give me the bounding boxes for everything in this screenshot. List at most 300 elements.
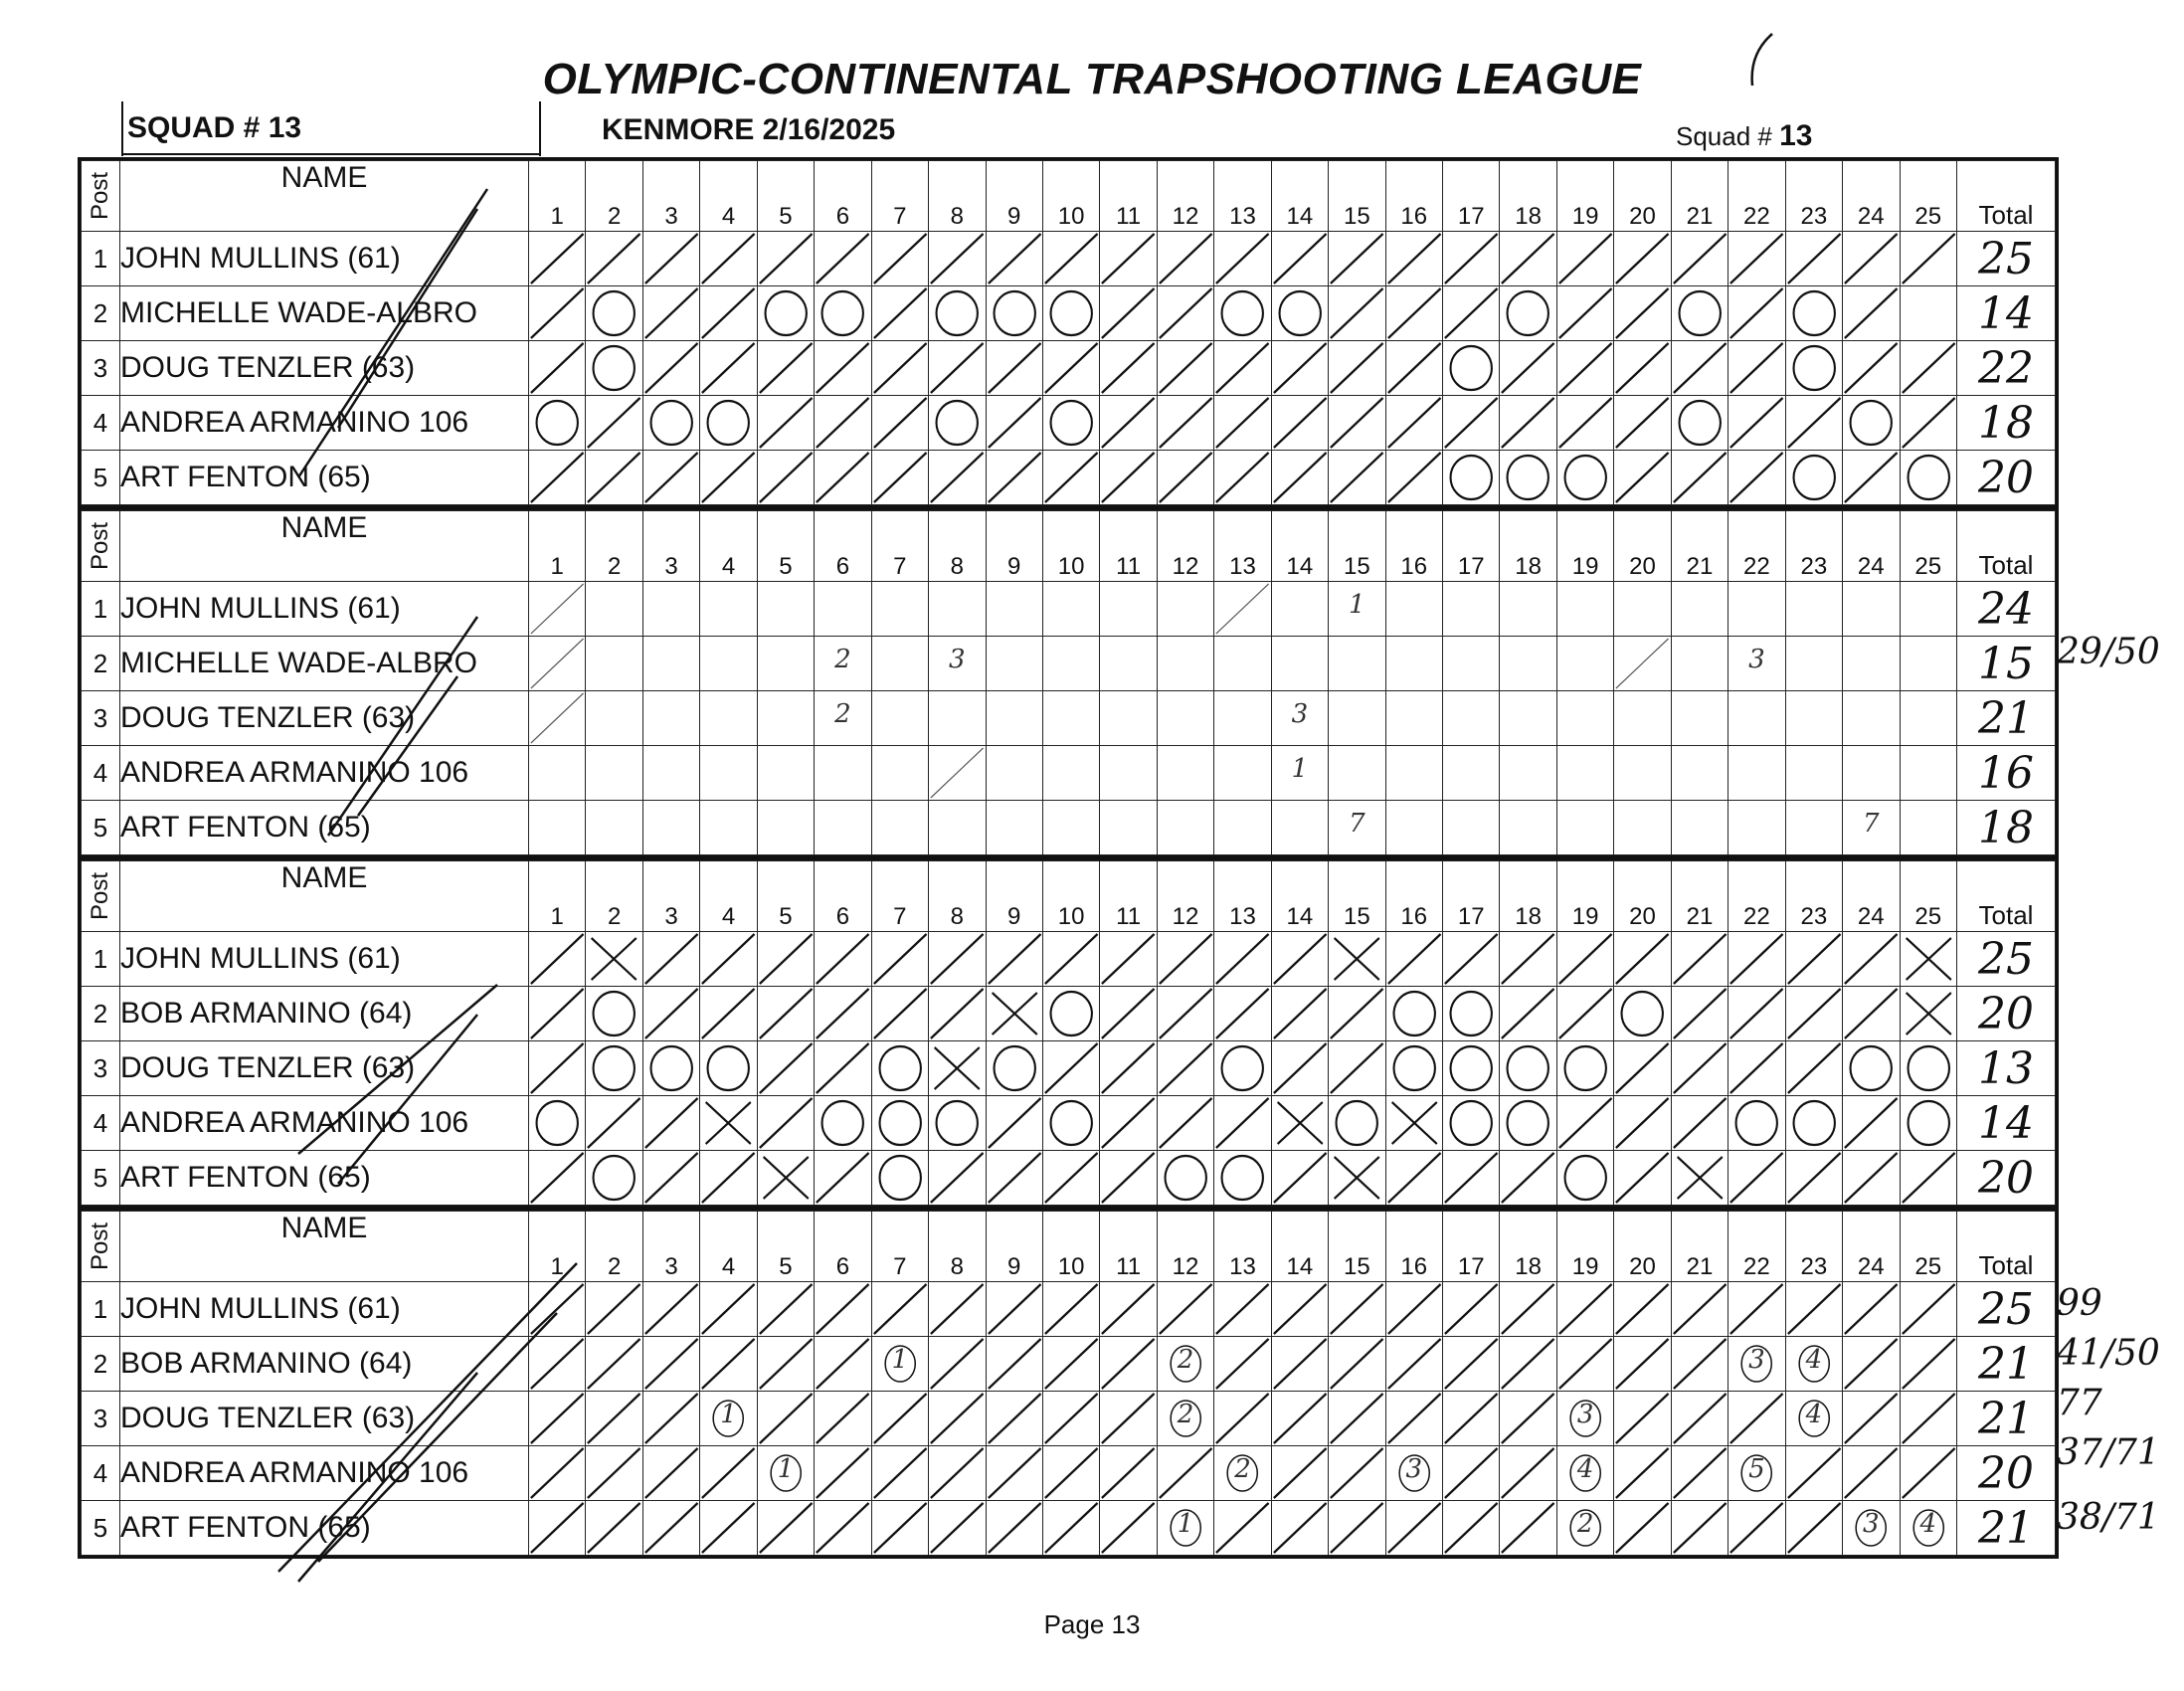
hit-mark xyxy=(1157,1282,1213,1337)
miss-mark xyxy=(1042,286,1099,341)
miss-mark xyxy=(1671,286,1728,341)
post-number: 5 xyxy=(82,1501,120,1556)
hit-mark xyxy=(1614,1151,1671,1206)
squad-label: SQUAD # 13 xyxy=(127,111,302,144)
column-number: 15 xyxy=(1329,511,1385,582)
empty-cell xyxy=(815,801,871,855)
shooter-row xyxy=(82,746,2056,801)
miss-count-note: 2 xyxy=(1576,1509,1594,1539)
miss-count-note: 4 xyxy=(1919,1509,1937,1539)
hit-mark xyxy=(1214,582,1271,637)
hit-mark xyxy=(815,932,871,987)
hit-mark xyxy=(1329,232,1385,286)
hit-mark xyxy=(757,396,814,451)
post-number: 5 xyxy=(82,451,120,505)
empty-cell xyxy=(1100,801,1157,855)
shooter-total: 20 xyxy=(1957,1446,2056,1501)
miss-mark xyxy=(1556,1151,1613,1206)
column-number: 1 xyxy=(529,161,586,232)
empty-cell xyxy=(1157,801,1213,855)
column-number: 9 xyxy=(986,1212,1042,1282)
empty-cell xyxy=(1729,691,1785,746)
miss-count-note: 3 xyxy=(1748,645,1765,674)
numbered-miss-mark xyxy=(1556,1392,1613,1446)
hit-mark xyxy=(1443,1501,1500,1556)
post-number: 3 xyxy=(82,1392,120,1446)
column-number: 7 xyxy=(871,1212,928,1282)
hit-mark xyxy=(529,691,586,746)
empty-cell xyxy=(1157,582,1213,637)
hit-mark xyxy=(1214,1501,1271,1556)
event-location-date: KENMORE 2/16/2025 xyxy=(602,113,896,146)
name-header: NAME xyxy=(120,1212,529,1282)
hit-mark xyxy=(1671,1041,1728,1096)
hit-mark xyxy=(1500,1501,1556,1556)
post-number: 2 xyxy=(82,637,120,691)
post-number: 3 xyxy=(82,1041,120,1096)
miss-mark xyxy=(929,286,986,341)
column-number: 2 xyxy=(586,861,642,932)
hit-mark xyxy=(529,232,586,286)
numbered-miss-mark xyxy=(1157,1501,1213,1556)
column-number: 24 xyxy=(1843,861,1900,932)
hit-mark xyxy=(1157,987,1213,1041)
empty-cell xyxy=(700,746,757,801)
hit-mark xyxy=(1157,451,1213,505)
column-number: 14 xyxy=(1271,1212,1328,1282)
post-header-label: Post xyxy=(87,521,113,571)
miss-mark xyxy=(1556,451,1613,505)
hit-mark xyxy=(1329,1501,1385,1556)
empty-cell xyxy=(757,637,814,691)
column-number: 22 xyxy=(1729,861,1785,932)
column-number: 25 xyxy=(1900,161,1957,232)
column-number: 6 xyxy=(815,1212,871,1282)
hit-mark xyxy=(1614,1096,1671,1151)
empty-cell xyxy=(1100,746,1157,801)
column-number: 14 xyxy=(1271,861,1328,932)
header-row xyxy=(82,511,2056,582)
hit-mark xyxy=(1785,1041,1842,1096)
hit-mark xyxy=(1500,1446,1556,1501)
name-header: NAME xyxy=(120,861,529,932)
hit-mark xyxy=(586,1446,642,1501)
hit-mark xyxy=(586,396,642,451)
miss-count-note: 3 xyxy=(1576,1400,1594,1429)
numbered-miss-mark xyxy=(1385,1446,1442,1501)
hit-mark xyxy=(929,746,986,801)
numbered-miss-mark xyxy=(1556,1501,1613,1556)
shooter-row xyxy=(82,1337,2056,1392)
miss-mark xyxy=(529,396,586,451)
shooter-row xyxy=(82,987,2056,1041)
column-number: 22 xyxy=(1729,161,1785,232)
hit-mark xyxy=(1729,932,1785,987)
shooter-row xyxy=(82,1041,2056,1096)
column-number: 1 xyxy=(529,511,586,582)
column-number: 12 xyxy=(1157,861,1213,932)
hit-mark xyxy=(1100,987,1157,1041)
numbered-miss-mark xyxy=(1729,1337,1785,1392)
hit-mark xyxy=(1100,1096,1157,1151)
hit-mark xyxy=(1843,1392,1900,1446)
hit-mark xyxy=(529,1282,586,1337)
hit-mark xyxy=(529,582,586,637)
miss-count-note: 4 xyxy=(1805,1400,1823,1429)
empty-cell xyxy=(1843,582,1900,637)
empty-cell xyxy=(1614,691,1671,746)
score-table xyxy=(81,860,2056,1206)
miss-mark xyxy=(529,1096,586,1151)
miss-mark xyxy=(1843,1041,1900,1096)
miss-mark xyxy=(929,396,986,451)
margin-note: 41/50 xyxy=(2057,1333,2160,1374)
column-number: 17 xyxy=(1443,1212,1500,1282)
hit-mark xyxy=(529,451,586,505)
empty-cell xyxy=(642,582,699,637)
numbered-miss-mark xyxy=(871,1337,928,1392)
column-number: 25 xyxy=(1900,861,1957,932)
miss-mark xyxy=(700,1041,757,1096)
hit-mark xyxy=(1614,1392,1671,1446)
empty-cell xyxy=(1042,582,1099,637)
empty-cell xyxy=(1042,691,1099,746)
hit-mark xyxy=(986,1096,1042,1151)
column-number: 5 xyxy=(757,861,814,932)
post-number: 4 xyxy=(82,396,120,451)
empty-cell xyxy=(642,746,699,801)
shooter-name: ANDREA ARMANINO 106 xyxy=(120,746,529,801)
hit-mark xyxy=(757,1501,814,1556)
column-number: 11 xyxy=(1100,861,1157,932)
hit-mark xyxy=(1214,1392,1271,1446)
hit-mark xyxy=(1843,451,1900,505)
hit-mark xyxy=(815,1392,871,1446)
hit-mark xyxy=(1271,1151,1328,1206)
hit-mark xyxy=(871,1501,928,1556)
hit-mark xyxy=(529,341,586,396)
hit-mark xyxy=(757,932,814,987)
column-number: 17 xyxy=(1443,511,1500,582)
column-number: 7 xyxy=(871,861,928,932)
hit-mark xyxy=(586,1392,642,1446)
miss-mark xyxy=(700,396,757,451)
page-number: Page 13 xyxy=(1043,1609,1141,1639)
score-block-round4 xyxy=(78,1208,2059,1559)
hit-mark xyxy=(1614,396,1671,451)
hit-mark xyxy=(642,341,699,396)
miss-mark xyxy=(1042,987,1099,1041)
shooter-name: ART FENTON (65) xyxy=(120,1501,529,1556)
hit-mark xyxy=(586,1282,642,1337)
column-number: 24 xyxy=(1843,511,1900,582)
post-number: 5 xyxy=(82,1151,120,1206)
empty-cell xyxy=(1556,691,1613,746)
shooter-total: 16 xyxy=(1957,746,2056,801)
column-number: 16 xyxy=(1385,511,1442,582)
empty-cell xyxy=(1900,746,1957,801)
shooter-total: 21 xyxy=(1957,1501,2056,1556)
hit-mark xyxy=(929,1446,986,1501)
empty-cell xyxy=(757,691,814,746)
hit-mark xyxy=(1100,1151,1157,1206)
column-number: 13 xyxy=(1214,511,1271,582)
hit-mark xyxy=(529,1041,586,1096)
hit-mark xyxy=(1843,232,1900,286)
shooter-name: JOHN MULLINS (61) xyxy=(120,1282,529,1337)
column-number: 19 xyxy=(1556,161,1613,232)
miss-mark xyxy=(1785,451,1842,505)
empty-cell xyxy=(986,691,1042,746)
miss-mark xyxy=(1443,1041,1500,1096)
miss-mark xyxy=(986,286,1042,341)
hit-mark xyxy=(871,1446,928,1501)
numbered-miss-mark xyxy=(1214,1446,1271,1501)
empty-cell xyxy=(815,582,871,637)
numbered-miss-mark xyxy=(700,1392,757,1446)
empty-cell xyxy=(1556,582,1613,637)
hit-mark xyxy=(1443,1446,1500,1501)
shooter-name: DOUG TENZLER (63) xyxy=(120,1392,529,1446)
empty-cell xyxy=(586,691,642,746)
miss-mark xyxy=(871,1041,928,1096)
hit-mark xyxy=(1843,341,1900,396)
hit-mark xyxy=(642,987,699,1041)
hit-mark xyxy=(1729,1392,1785,1446)
empty-cell xyxy=(1157,637,1213,691)
miss-mark xyxy=(1443,451,1500,505)
empty-cell xyxy=(1157,746,1213,801)
hit-mark xyxy=(929,451,986,505)
hit-mark xyxy=(1042,1501,1099,1556)
hit-mark xyxy=(1556,1337,1613,1392)
hit-mark xyxy=(1785,396,1842,451)
empty-cell xyxy=(1500,746,1556,801)
numbered-miss-mark xyxy=(1785,1337,1842,1392)
shooter-total: 22 xyxy=(1957,341,2056,396)
column-number: 4 xyxy=(700,861,757,932)
numbered-miss-mark xyxy=(1271,691,1328,746)
hit-mark xyxy=(1729,1282,1785,1337)
hit-mark xyxy=(1671,1282,1728,1337)
cross-mark xyxy=(929,1041,986,1096)
hit-mark xyxy=(700,1282,757,1337)
hit-mark xyxy=(815,1446,871,1501)
hit-mark xyxy=(1556,932,1613,987)
hit-mark xyxy=(1443,1392,1500,1446)
hit-mark xyxy=(1785,987,1842,1041)
league-title: OLYMPIC-CONTINENTAL TRAPSHOOTING LEAGUE xyxy=(542,55,1642,103)
hit-mark xyxy=(1556,286,1613,341)
miss-count-note: 5 xyxy=(1748,1454,1765,1484)
hit-mark xyxy=(1556,1096,1613,1151)
post-number: 1 xyxy=(82,1282,120,1337)
column-number: 2 xyxy=(586,511,642,582)
shooter-total: 15 xyxy=(1957,637,2056,691)
post-number: 4 xyxy=(82,1446,120,1501)
hit-mark xyxy=(1729,341,1785,396)
column-number: 9 xyxy=(986,861,1042,932)
column-number: 19 xyxy=(1556,511,1613,582)
hit-mark xyxy=(1500,932,1556,987)
hit-mark xyxy=(1671,987,1728,1041)
shooter-name: JOHN MULLINS (61) xyxy=(120,932,529,987)
hit-mark xyxy=(642,1501,699,1556)
cross-mark xyxy=(1329,1151,1385,1206)
hit-mark xyxy=(1843,1337,1900,1392)
miss-mark xyxy=(1271,286,1328,341)
empty-cell xyxy=(1900,691,1957,746)
empty-cell xyxy=(529,801,586,855)
column-number: 17 xyxy=(1443,161,1500,232)
empty-cell xyxy=(1671,691,1728,746)
hit-mark xyxy=(871,341,928,396)
column-number: 10 xyxy=(1042,161,1099,232)
header-row xyxy=(82,1212,2056,1282)
post-number: 3 xyxy=(82,691,120,746)
cross-mark xyxy=(1671,1151,1728,1206)
hit-mark xyxy=(1900,396,1957,451)
column-number: 18 xyxy=(1500,161,1556,232)
hit-mark xyxy=(700,932,757,987)
column-number: 9 xyxy=(986,161,1042,232)
hit-mark xyxy=(1843,1282,1900,1337)
hit-mark xyxy=(1500,1151,1556,1206)
column-number: 1 xyxy=(529,861,586,932)
hit-mark xyxy=(1443,932,1500,987)
hit-mark xyxy=(1329,1392,1385,1446)
hit-mark xyxy=(1271,1446,1328,1501)
empty-cell xyxy=(1214,691,1271,746)
empty-cell xyxy=(929,582,986,637)
empty-cell xyxy=(871,637,928,691)
column-number: 6 xyxy=(815,861,871,932)
hit-mark xyxy=(1385,232,1442,286)
cross-mark xyxy=(1385,1096,1442,1151)
hit-mark xyxy=(642,1337,699,1392)
miss-mark xyxy=(1329,1096,1385,1151)
cross-mark xyxy=(757,1151,814,1206)
hit-mark xyxy=(986,1446,1042,1501)
empty-cell xyxy=(986,746,1042,801)
cross-mark xyxy=(586,932,642,987)
column-number: 11 xyxy=(1100,1212,1157,1282)
shooter-total: 25 xyxy=(1957,232,2056,286)
shooter-row xyxy=(82,396,2056,451)
hit-mark xyxy=(1614,1337,1671,1392)
column-number: 6 xyxy=(815,511,871,582)
empty-cell xyxy=(1729,801,1785,855)
hit-mark xyxy=(586,1501,642,1556)
empty-cell xyxy=(1671,801,1728,855)
hit-mark xyxy=(815,1041,871,1096)
hit-mark xyxy=(1614,286,1671,341)
miss-count-note: 3 xyxy=(1405,1454,1423,1484)
empty-cell xyxy=(1271,637,1328,691)
hit-mark xyxy=(1385,1151,1442,1206)
hit-mark xyxy=(1671,932,1728,987)
hit-mark xyxy=(1729,1041,1785,1096)
miss-mark xyxy=(1214,286,1271,341)
hit-mark xyxy=(642,1282,699,1337)
hit-mark xyxy=(1500,1282,1556,1337)
hit-mark xyxy=(700,341,757,396)
hit-mark xyxy=(700,987,757,1041)
shooter-row xyxy=(82,451,2056,505)
empty-cell xyxy=(1900,286,1957,341)
hit-mark xyxy=(1729,286,1785,341)
miss-mark xyxy=(1900,1096,1957,1151)
empty-cell xyxy=(757,801,814,855)
hit-mark xyxy=(529,1337,586,1392)
shooter-total: 20 xyxy=(1957,1151,2056,1206)
hit-mark xyxy=(871,987,928,1041)
shooter-total: 21 xyxy=(1957,691,2056,746)
empty-cell xyxy=(1785,691,1842,746)
empty-cell xyxy=(642,637,699,691)
hit-mark xyxy=(529,637,586,691)
shooter-name: ART FENTON (65) xyxy=(120,1151,529,1206)
hit-mark xyxy=(1500,1337,1556,1392)
hit-mark xyxy=(1042,1392,1099,1446)
miss-count-note: 3 xyxy=(1291,699,1309,729)
numbered-miss-mark xyxy=(1729,1446,1785,1501)
miss-count-note: 1 xyxy=(891,1345,909,1375)
hit-mark xyxy=(1385,1501,1442,1556)
hit-mark xyxy=(929,1151,986,1206)
hit-mark xyxy=(871,932,928,987)
shooter-row xyxy=(82,1392,2056,1446)
hit-mark xyxy=(1900,341,1957,396)
shooter-total: 18 xyxy=(1957,801,2056,855)
column-number: 21 xyxy=(1671,1212,1728,1282)
column-number: 5 xyxy=(757,511,814,582)
score-block-round3 xyxy=(78,857,2059,1209)
hit-mark xyxy=(1443,286,1500,341)
hit-mark xyxy=(1042,341,1099,396)
column-number: 3 xyxy=(642,861,699,932)
empty-cell xyxy=(1042,637,1099,691)
hit-mark xyxy=(1671,1501,1728,1556)
shooter-row xyxy=(82,232,2056,286)
hit-mark xyxy=(1385,932,1442,987)
column-number: 24 xyxy=(1843,1212,1900,1282)
hit-mark xyxy=(1100,1446,1157,1501)
column-number: 18 xyxy=(1500,1212,1556,1282)
shooter-total: 24 xyxy=(1957,582,2056,637)
miss-mark xyxy=(1785,286,1842,341)
miss-mark xyxy=(1385,1041,1442,1096)
total-header: Total xyxy=(1957,861,2056,932)
hit-mark xyxy=(1500,987,1556,1041)
hit-mark xyxy=(815,1282,871,1337)
hit-mark xyxy=(1100,1392,1157,1446)
cross-mark xyxy=(700,1096,757,1151)
miss-mark xyxy=(815,1096,871,1151)
shooter-total: 14 xyxy=(1957,1096,2056,1151)
hit-mark xyxy=(1157,1041,1213,1096)
empty-cell xyxy=(1556,637,1613,691)
column-number: 16 xyxy=(1385,1212,1442,1282)
empty-cell xyxy=(1729,746,1785,801)
empty-cell xyxy=(1900,801,1957,855)
empty-cell xyxy=(1671,637,1728,691)
hit-mark xyxy=(529,1501,586,1556)
empty-cell xyxy=(1785,746,1842,801)
column-number: 13 xyxy=(1214,1212,1271,1282)
empty-cell xyxy=(1385,746,1442,801)
empty-cell xyxy=(815,746,871,801)
